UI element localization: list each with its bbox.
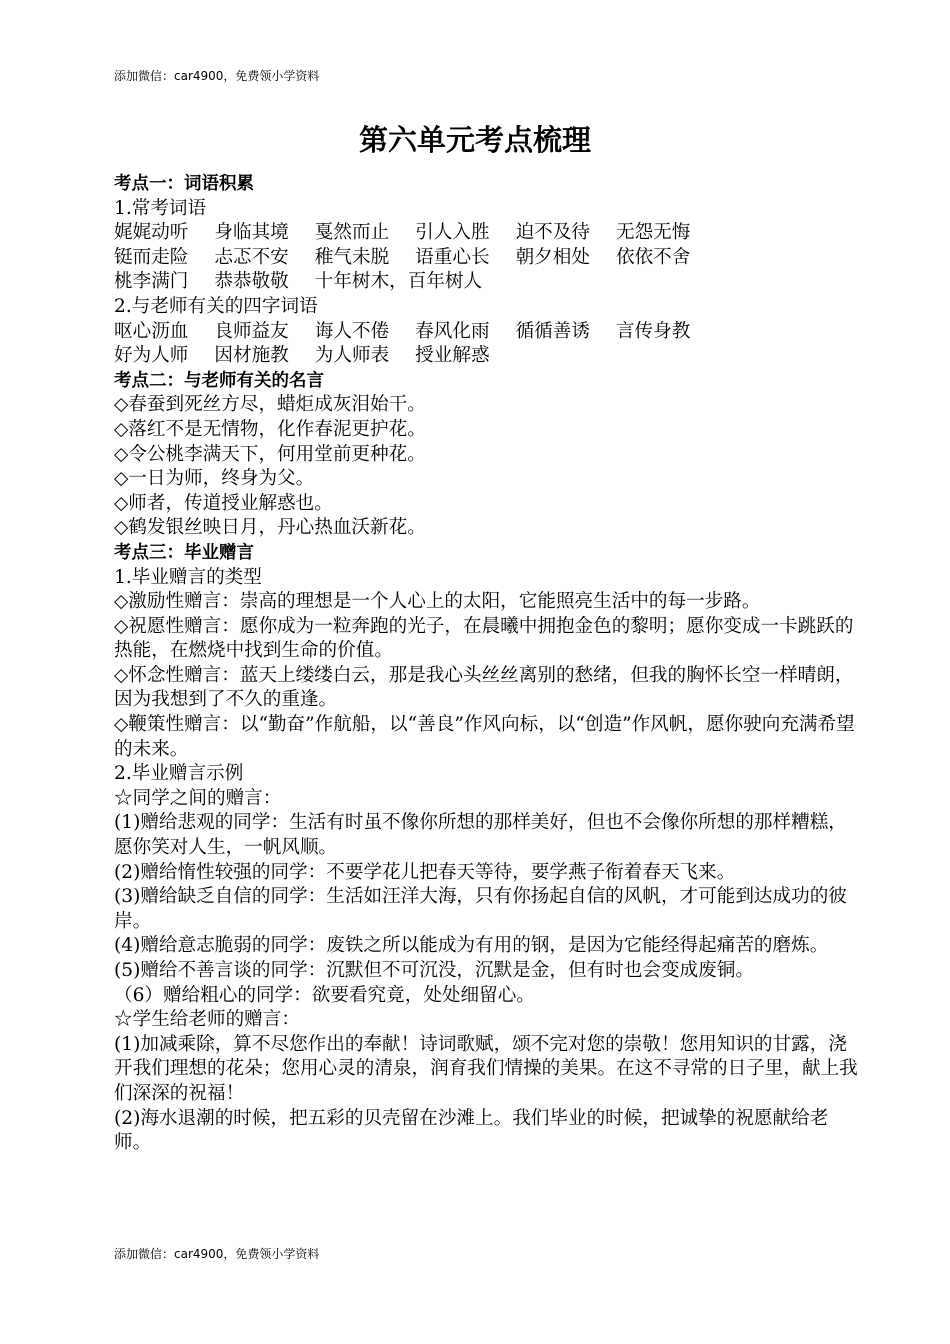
- document-body: [114, 172, 862, 1156]
- document-title: 第六单元考点梳理: [358, 123, 591, 157]
- word-item: 桃李满门: [114, 271, 189, 293]
- word-item: 恭恭敬敬: [214, 271, 289, 293]
- word-item: 铤而走险: [114, 246, 189, 268]
- word-item: 授业解惑: [415, 345, 490, 367]
- word-item: 无怨无悔: [615, 222, 691, 244]
- type-item: ◇鞭策性赠言：以“勤奋”作航船，以“善良”作风向标，以“创造”作风帆，愿你驶向充满希望的未来。: [114, 714, 855, 760]
- word-item: 忐忑不安: [214, 246, 289, 268]
- teacher-item: (1)加减乘除，算不尽您作出的奉献！诗词歌赋，颂不完对您的崇敬！您用知识的甘露，浇开我们理想的花朵；您用心灵的清泉，润育我们情操的美果。在这不寻常的日子里，献上我们深深的祝福！: [114, 1033, 858, 1104]
- quote-item: ◇令公桃李满天下，何用堂前更种花。: [114, 443, 426, 465]
- quote-item: ◇春蚕到死丝方尽，蜡炬成灰泪始干。: [114, 394, 426, 416]
- word-item: 戛然而止: [314, 222, 390, 244]
- word-item: 春风化雨: [415, 320, 490, 342]
- word-item: 诲人不倦: [314, 320, 390, 342]
- type-item: ◇激励性赠言：崇高的理想是一个人心上的太阳，它能照亮生活中的每一步路。: [114, 591, 761, 613]
- word-item: 朝夕相处: [515, 246, 590, 268]
- subheading-teacher-words: 2.与老师有关的四字词语: [114, 295, 318, 317]
- page-header: 添加微信：car4900，免费领小学资料: [114, 69, 320, 83]
- section-heading-quotes: 考点二：与老师有关的名言: [114, 370, 324, 391]
- word-item: 良师益友: [214, 320, 289, 342]
- quote-item: ◇师者，传道授业解惑也。: [114, 492, 333, 514]
- word-row: [114, 221, 862, 246]
- word-item: 引人入胜: [415, 222, 490, 244]
- word-item: 为人师表: [314, 345, 390, 367]
- teacher-item: (2)海水退潮的时候，把五彩的贝壳留在沙滩上。我们毕业的时候，把诚挚的祝愿献给老师。: [114, 1107, 829, 1154]
- subheading-types: 1.毕业赠言的类型: [114, 566, 262, 588]
- type-item: ◇怀念性赠言：蓝天上缕缕白云，那是我心头丝丝离别的愁绪，但我的胸怀长空一样晴朗，因为我想到了不久的重逢。: [114, 664, 854, 711]
- word-item: 言传身教: [615, 320, 691, 342]
- page-footer: 添加微信：car4900，免费领小学资料: [114, 1247, 320, 1261]
- type-item: ◇祝愿性赠言：愿你成为一粒奔跑的光子，在晨曦中拥抱金色的黎明；愿你变成一卡跳跃的热能，在燃烧中找到生命的价值。: [114, 615, 854, 662]
- subheading-common-words: 1.常考词语: [114, 197, 207, 219]
- classmate-item: (2)赠给惰性较强的同学：不要学花儿把春天等待，要学燕子衔着春天飞来。: [114, 861, 736, 883]
- word-row: [114, 246, 862, 271]
- word-item: 好为人师: [114, 345, 189, 367]
- quote-item: ◇鹤发银丝映日月，丹心热血沃新花。: [114, 517, 426, 539]
- classmate-item: (5)赠给不善言谈的同学：沉默但不可沉没，沉默是金，但有时也会变成废铜。: [114, 960, 754, 981]
- section-heading-graduation: 考点三：毕业赠言: [114, 542, 254, 563]
- word-item: 稚气未脱: [314, 246, 390, 268]
- word-item: 依依不舍: [615, 246, 691, 268]
- word-item: 娓娓动听: [114, 222, 189, 244]
- classmate-item: （6）赠给粗心的同学：欲要看究竟，处处细留心。: [114, 984, 535, 1006]
- word-row: [114, 320, 862, 345]
- word-item: 语重心长: [415, 246, 490, 268]
- word-item: 十年树木，百年树人: [314, 271, 483, 293]
- classmate-item: (4)赠给意志脆弱的同学：废铁之所以能成为有用的钢，是因为它能经得起痛苦的磨炼。: [114, 935, 829, 957]
- word-item: 呕心沥血: [114, 320, 189, 342]
- word-item: 身临其境: [214, 222, 289, 244]
- teachers-label: ☆学生给老师的赠言：: [114, 1009, 300, 1031]
- classmate-item: (3)赠给缺乏自信的同学：生活如汪洋大海，只有你扬起自信的风帆，才可能到达成功的彼岸。: [114, 886, 847, 932]
- classmates-label: ☆同学之间的赠言：: [114, 787, 282, 809]
- quote-item: ◇落红不是无情物，化作春泥更护花。: [114, 418, 426, 440]
- word-item: 迫不及待: [515, 222, 590, 244]
- word-item: 循循善诱: [515, 320, 590, 342]
- quote-item: ◇一日为师，终身为父。: [114, 468, 315, 490]
- word-item: 因材施教: [214, 345, 289, 367]
- classmate-item: (1)赠给悲观的同学：生活有时虽不像你所想的那样美好，但也不会像你所想的那样糟糕，愿你笑对人生，一帆风顺。: [114, 812, 847, 859]
- subheading-examples: 2.毕业赠言示例: [114, 763, 244, 785]
- word-row: [114, 270, 862, 295]
- section-heading-vocabulary: 考点一：词语积累: [114, 174, 254, 194]
- word-row: [114, 344, 862, 369]
